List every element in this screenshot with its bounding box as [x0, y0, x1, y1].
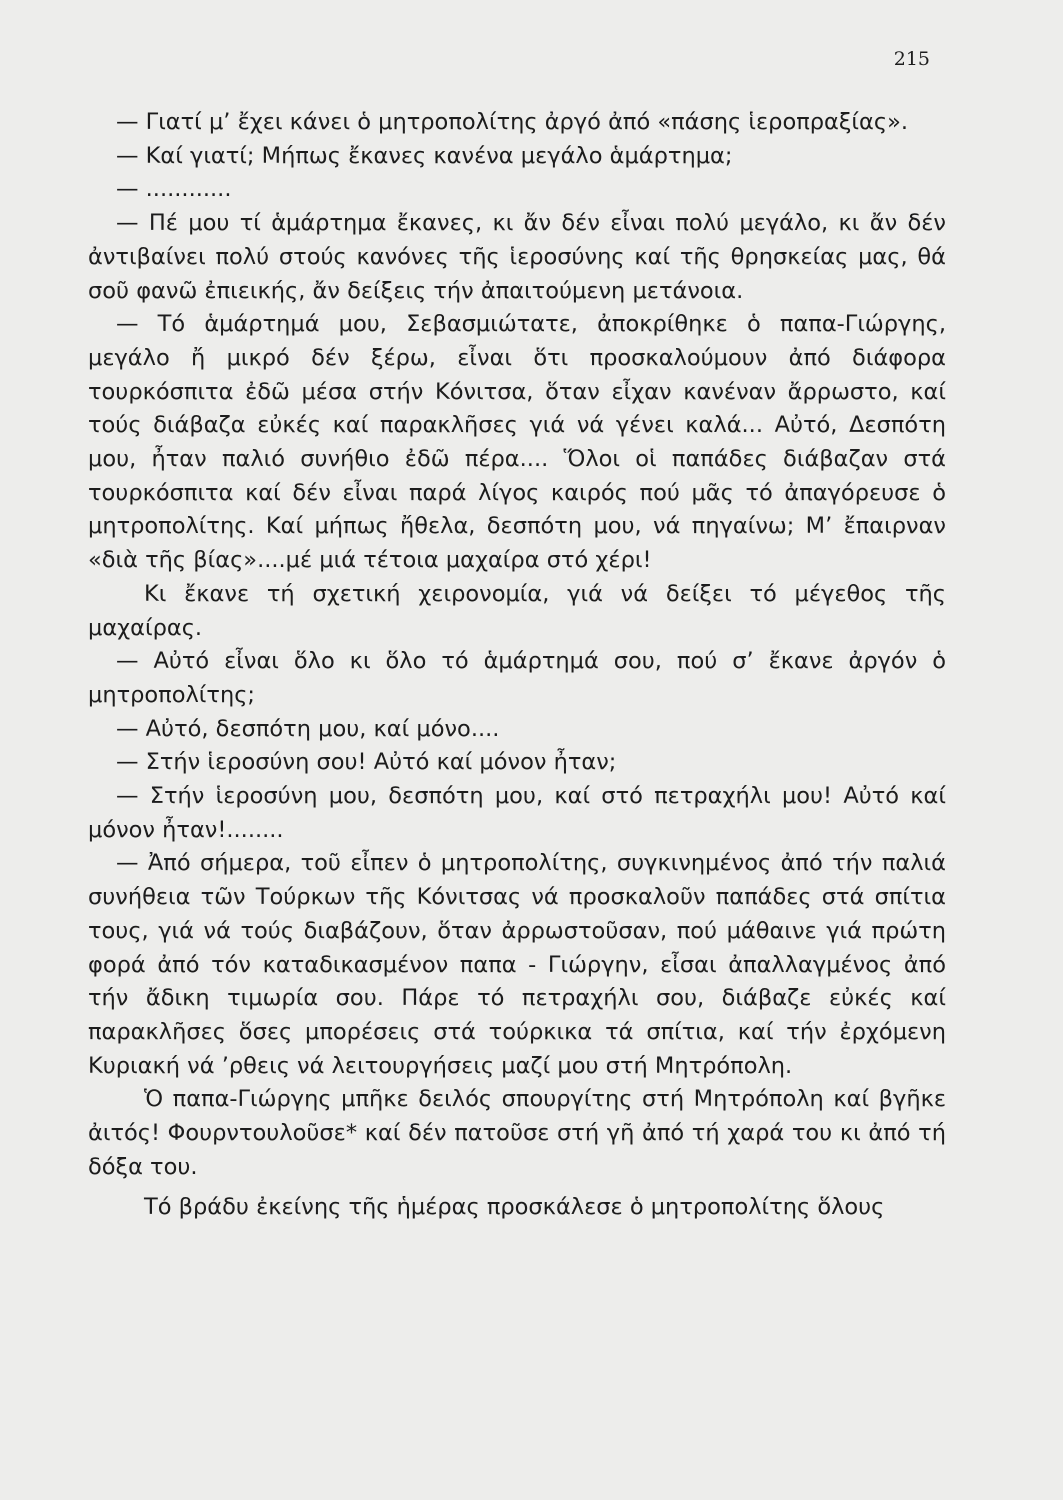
paragraph-1: — Γιατί μ’ ἔχει κάνει ὁ μητροπολίτης ἀργό ἀπό «πάσης ἱεροπραξίας». — [116, 109, 908, 135]
paragraph-11: — Ἀπό σήμερα, τοῦ εἶπεν ὁ μητροπολίτης, συγκινημένος ἀπό τήν παλιά συνήθεια τῶν Τούρκων τῆς Κόνιτσας νά προσκαλοῦν παπάδες στά σπίτια τους, γιά νά τούς διαβάζουν, ὅταν ἀρρωστοῦσαν, πού μάθαινε γιά πρώτη φορά ἀπό τόν καταδικασμένον παπα - Γιώργην, εἶσαι ἀπαλλαγμένος ἀπό τήν ἄδικη τιμωρία σου. Πάρε τό πετραχήλι σου, διάβαζε εὐκές καί παρακλῆσες ὅσες μπορέσεις στά τούρκικα τά σπίτια, καί τήν ἐρχόμενη Κυριακή νά ’ρθεις νά λειτουργήσεις μαζί μου στή Μητρόπολη. — [88, 850, 946, 1079]
paragraph-9: — Στήν ἱεροσύνη σου! Αὐτό καί μόνον ἦταν; — [116, 749, 617, 776]
paragraph-3: — ............ — [116, 176, 232, 203]
paragraph-2: — Καί γιατί; Μήπως ἔκανες κανένα μεγάλο ἁμάρτημα; — [116, 142, 733, 169]
paragraph-8: — Αὐτό, δεσπότη μου, καί μόνο.... — [116, 715, 500, 742]
paragraph-7: — Αὐτό εἶναι ὅλο κι ὅλο τό ἁμάρτημά σου, πού σ’ ἔκανε ἀργόν ὁ μητροπολίτης; — [88, 648, 946, 708]
page-number: 215 — [893, 48, 930, 70]
paragraph-6: Κι ἔκανε τή σχετική χειρονομία, γιά νά δείξει τό μέγεθος τῆς μαχαίρας. — [88, 580, 946, 641]
paragraph-13: Τό βράδυ ἐκείνης τῆς ἡμέρας προσκάλεσε ὁ μητροπολίτης ὅλους — [144, 1193, 885, 1220]
paragraph-4: — Πέ μου τί ἁμάρτημα ἔκανες, κι ἄν δέν εἶναι πολύ μεγάλο, κι ἄν δέν ἀντιβαίνει πολύ στούς κανόνες τῆς ἱεροσύνης καί τῆς θρησκείας μας, θά σοῦ φανῶ ἐπιεικής, ἄν δείξεις τήν ἀπαιτούμενη μετάνοια. — [88, 210, 946, 304]
paragraph-12: Ὁ παπα-Γιώργης μπῆκε δειλός σπουργίτης στή Μητρόπολη καί βγῆκε ἀιτός! Φουρντουλοῦσε* καί δέν πατοῦσε στή γῆ ἀπό τή χαρά του κι ἀπό τή δόξα του. — [88, 1086, 946, 1180]
paragraph-10: — Στήν ἱεροσύνη μου, δεσπότη μου, καί στό πετραχήλι μου! Αὐτό καί μόνον ἦταν!........ — [88, 783, 946, 843]
paragraph-5: — Τό ἁμάρτημά μου, Σεβασμιώτατε, ἀποκρίθηκε ὁ παπα-Γιώργης, μεγάλο ἤ μικρό δέν ξέρω, εἶναι ὅτι προσκαλούμουν ἀπό διάφορα τουρκόσπιτα ἐδῶ μέσα στήν Κόνιτσα, ὅταν εἶχαν κανέναν ἄρρωστο, καί τούς διάβαζα εὐκές καί παρακλῆσες γιά νά γένει καλά... Αὐτό, Δεσπότη μου, ἦταν παλιό συνήθιο ἐδῶ πέρα.... Ὅλοι οἱ παπάδες διάβαζαν στά τουρκόσπιτα καί δέν εἶναι παρά λίγος καιρός πού μᾶς τό ἀπαγόρευσε ὁ μητροπολίτης. Καί μήπως ἤθελα, δεσπότη μου, νά πηγαίνω; Μ’ ἔπαιρναν «διὰ τῆς βίας»....μέ μιά τέτοια μαχαίρα στό χέρι! — [88, 311, 946, 574]
page-text — [88, 106, 946, 1224]
